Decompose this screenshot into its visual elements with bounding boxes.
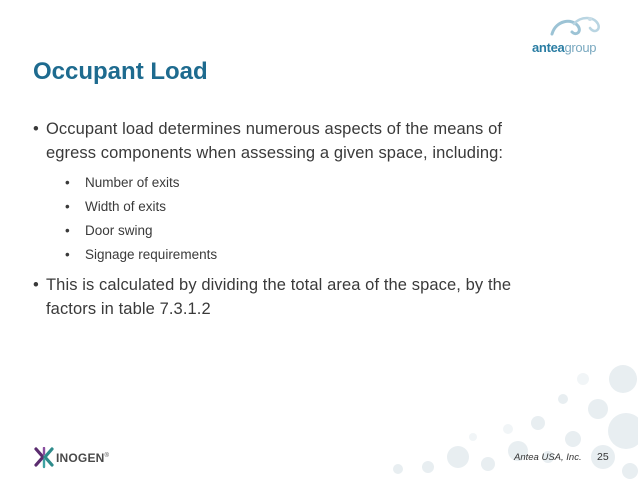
antea-wordmark <box>532 40 596 55</box>
inogen-registered-mark: ® <box>104 453 110 459</box>
footer-company-name: Antea USA, Inc. <box>514 452 582 463</box>
slide-title: Occupant Load <box>33 58 208 85</box>
slide-body <box>33 117 613 321</box>
sub-bullet-dot: • <box>65 175 70 190</box>
sub-bullet-item <box>33 195 613 219</box>
bullet-dot: • <box>33 120 39 138</box>
sub-bullet-item <box>33 243 613 267</box>
sub-bullet-item <box>33 219 613 243</box>
inogen-mark-icon <box>34 447 54 469</box>
bullet-item-1 <box>33 117 613 165</box>
sub-bullet-list <box>33 171 613 267</box>
sub-bullet-text: Door swing <box>85 223 153 238</box>
bullet-text-1-line-2: egress components when assessing a given space, including: <box>46 144 504 162</box>
antea-wordmark-part2: group <box>564 40 597 55</box>
inogen-name: INOGEN <box>56 451 105 465</box>
bullet-item-2 <box>33 273 613 321</box>
antea-swirl-icon <box>546 14 606 40</box>
sub-bullet-item <box>33 171 613 195</box>
sub-bullet-dot: • <box>65 199 70 214</box>
bullet-dot: • <box>33 276 39 294</box>
bullet-text-2-line-2: factors in table 7.3.1.2 <box>46 300 211 318</box>
antea-wordmark-part1: antea <box>532 40 565 55</box>
page-number: 25 <box>597 451 609 463</box>
sub-bullet-dot: • <box>65 223 70 238</box>
bullet-text-2-line-1: This is calculated by dividing the total area of the space, by the <box>46 276 512 294</box>
sub-bullet-text: Signage requirements <box>85 247 218 262</box>
sub-bullet-dot: • <box>65 247 70 262</box>
sub-bullet-text: Number of exits <box>85 175 180 190</box>
decorative-circles <box>358 339 638 479</box>
antea-group-logo <box>532 14 612 56</box>
inogen-wordmark <box>56 451 109 465</box>
sub-bullet-text: Width of exits <box>85 199 167 214</box>
bullet-text-1-line-1: Occupant load determines numerous aspects of the means of <box>46 120 503 138</box>
